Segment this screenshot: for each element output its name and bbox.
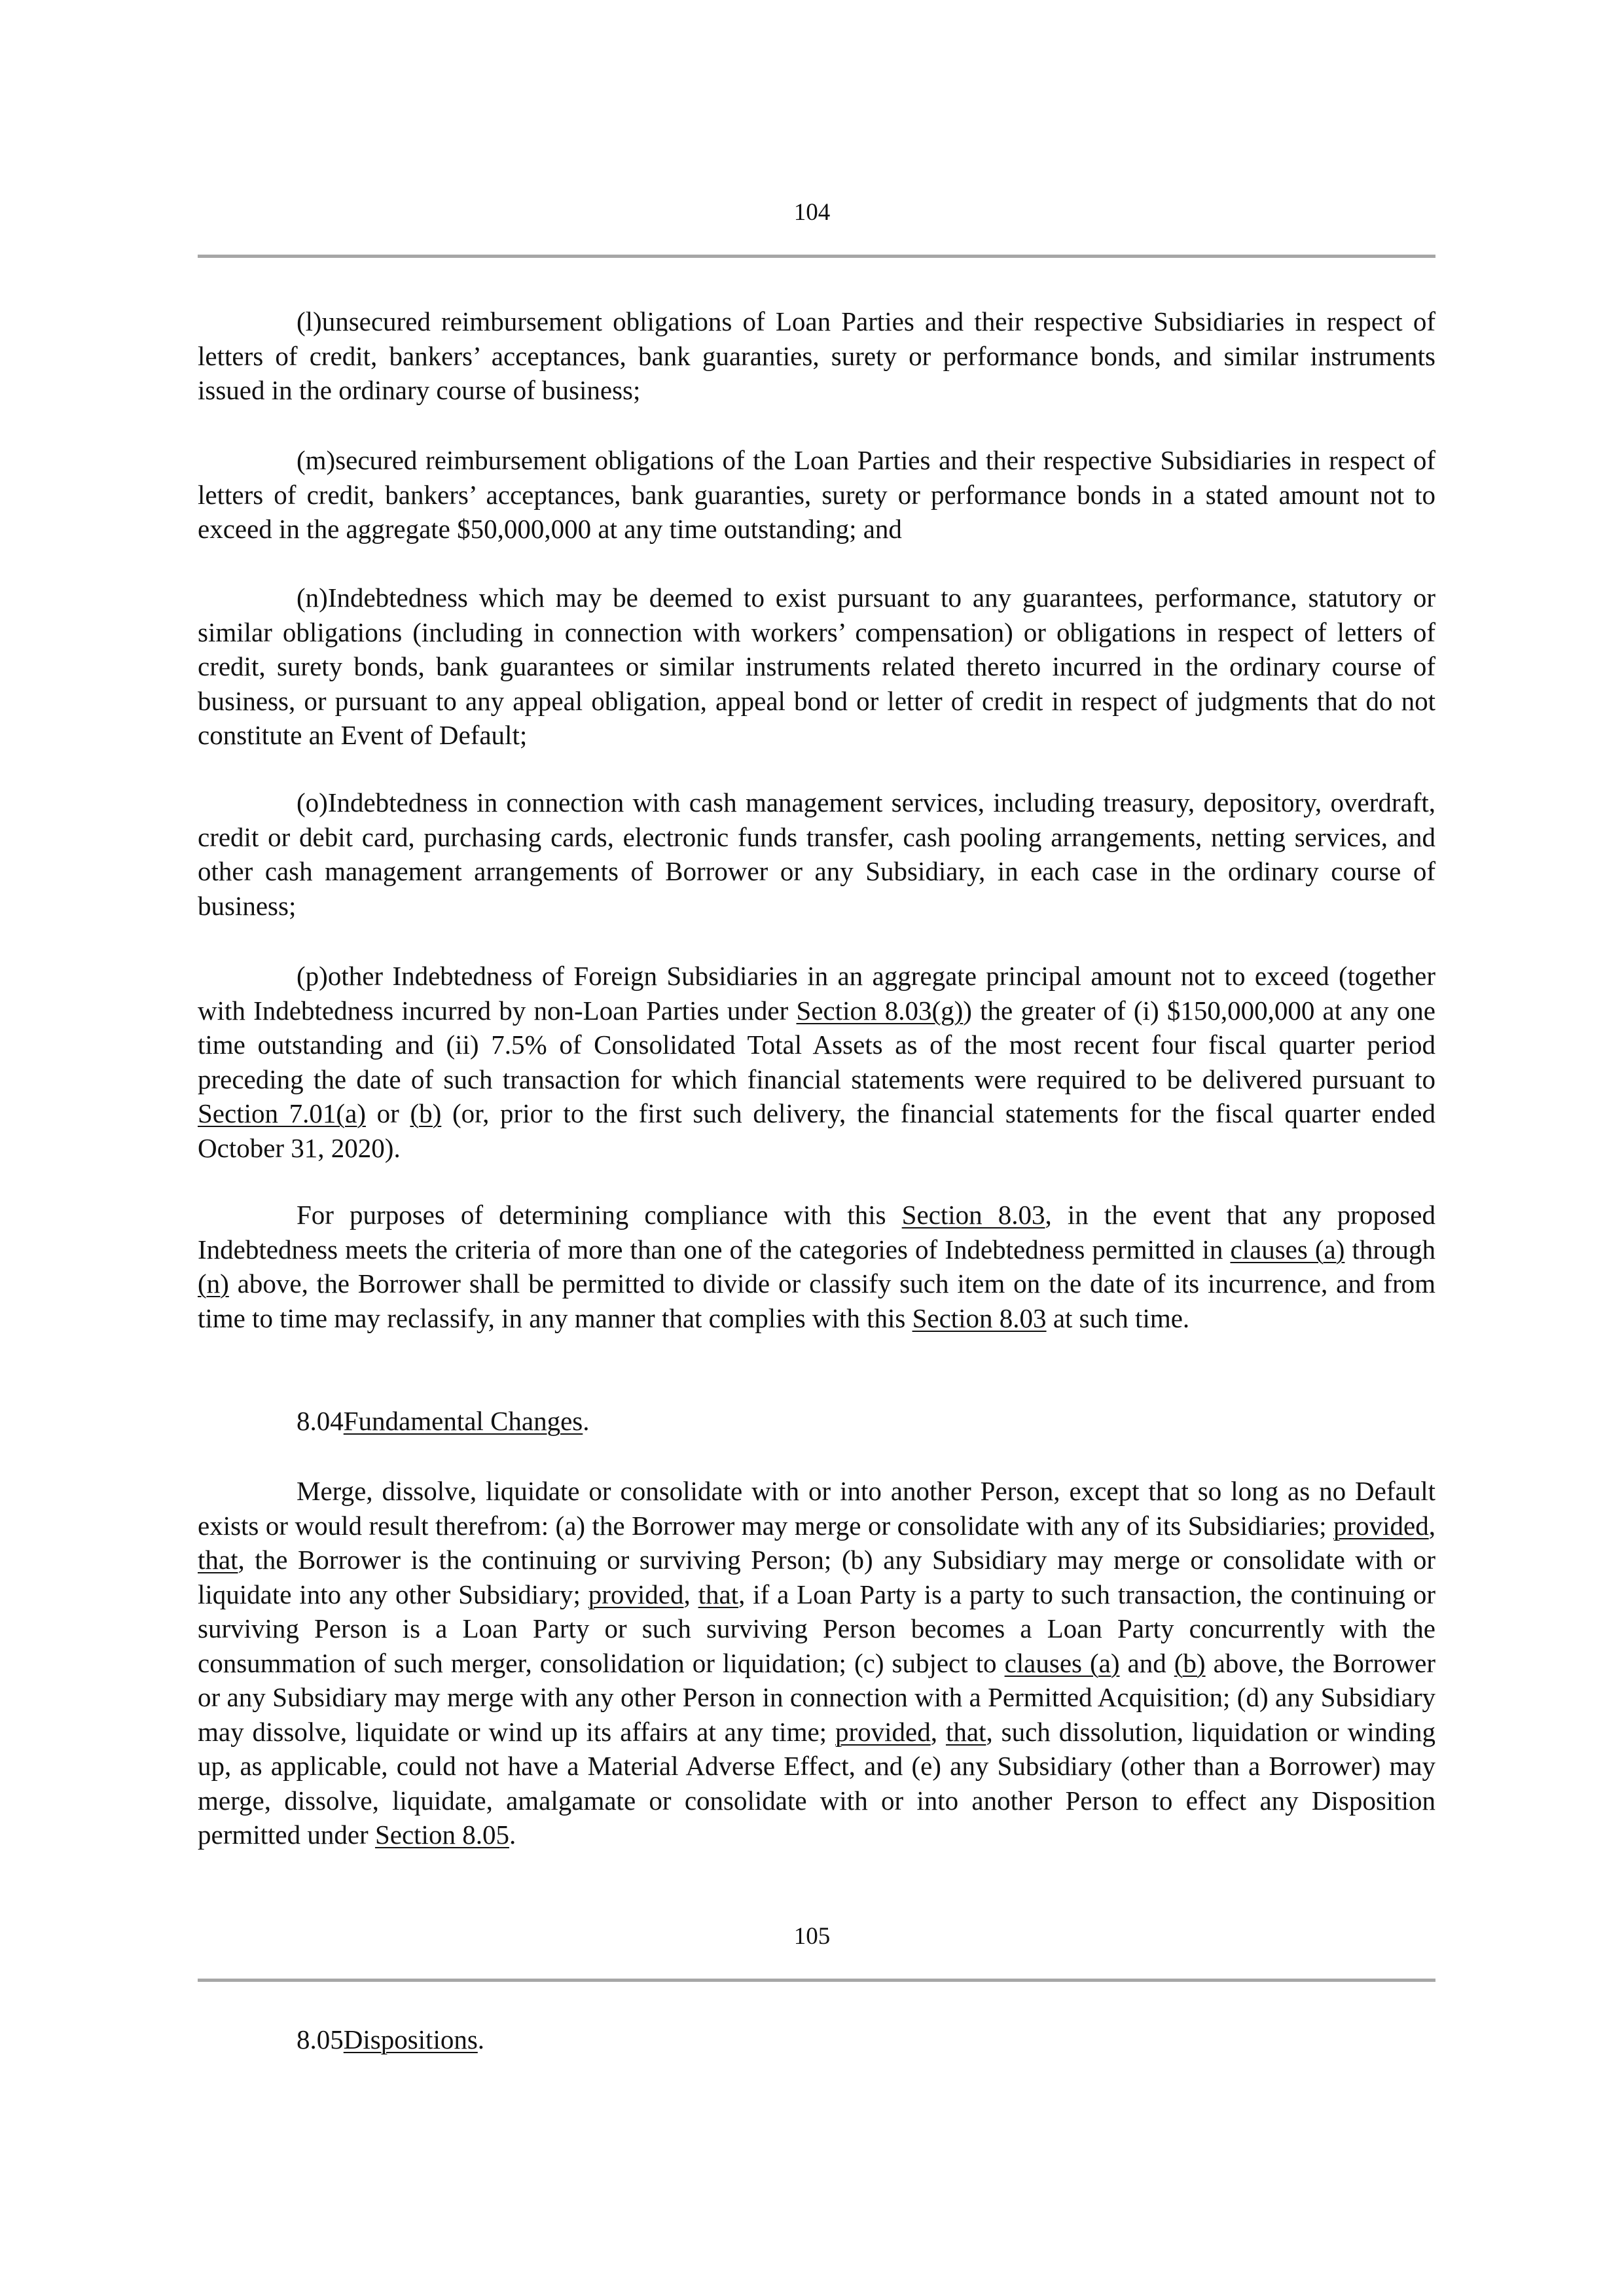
paragraph-text: For purposes of determining compliance with this	[297, 1200, 902, 1230]
clause-text: or	[365, 1098, 410, 1128]
clause-l	[198, 304, 1435, 408]
clause-text: Indebtedness in connection with cash management services, including treasury, depository, overdraft, credit or debit card, purchasing cards, electronic funds transfer, cash pooling arrangements, netting services, and other cash management arrangements of Borrower or any Subsidiary, in each case in the ordinary course of business;	[198, 787, 1435, 921]
section-reference: clauses (a)	[1004, 1647, 1120, 1678]
section-reference: (n)	[198, 1268, 229, 1299]
clause-text: other Indebtedness of Foreign Subsidiaries in an aggregate principal amount not to exceed (together with Indebtedness incurred by non-Loan Parties under	[198, 961, 1435, 1026]
paragraph-text: Merge, dissolve, liquidate or consolidate with or into another Person, except that so long as no Default exists or would result therefrom: (a) the Borrower may merge or consolidate with any of its Subsidiaries;	[198, 1476, 1435, 1541]
clause-text: ) the greater of (i) $150,000,000 at any one time outstanding and (ii) 7.5% of Consolidated Total Assets as of the most recent four fiscal quarter period preceding the date of such transaction for which financial statements were required to be delivered pursuant to	[198, 995, 1436, 1094]
clause-o	[198, 785, 1435, 923]
page-number-104: 104	[793, 199, 831, 226]
section-title: Dispositions	[343, 2024, 478, 2054]
section-reference: Section 7.01(a)	[198, 1098, 366, 1128]
defined-term: that	[945, 1716, 986, 1747]
clause-text: unsecured reimbursement obligations of Loan Parties and their respective Subsidiaries in respect of letters of credit, bankers’ acceptances, bank guaranties, surety or performance bonds, and similar instruments issued in the ordinary course of business;	[198, 306, 1435, 405]
clause-label: (o)	[297, 787, 328, 817]
section-reference: Section 8.03(g)	[796, 995, 964, 1026]
section-heading-8-04	[297, 1404, 1435, 1439]
defined-term: provided	[1333, 1510, 1429, 1541]
clause-p	[198, 959, 1435, 1165]
clause-label: (m)	[297, 445, 336, 475]
clause-text: (or, prior to the first such delivery, the financial statements for the fiscal quarter ended October 31, 2020).	[198, 1098, 1435, 1163]
clause-text: secured reimbursement obligations of the Loan Parties and their respective Subsidiaries in respect of letters of credit, bankers’ acceptances, bank guaranties, surety or performance bonds in a stated amount not to exceed in the aggregate $50,000,000 at any time outstanding; and	[198, 445, 1435, 544]
section-number: 8.05	[297, 2024, 344, 2054]
paragraph-text: , the Borrower is the continuing or surviving Person; (b) any Subsidiary may merge or consolidate with or liquidate into any other Subsidiary;	[198, 1545, 1435, 1609]
paragraph-text: .	[509, 1820, 516, 1850]
section-reference: Section 8.03	[901, 1200, 1045, 1230]
paragraph-text: ,	[930, 1716, 946, 1747]
clause-m	[198, 443, 1435, 547]
paragraph-text: and	[1119, 1647, 1174, 1678]
clause-n	[198, 581, 1435, 753]
defined-term: that	[198, 1545, 238, 1575]
section-heading-8-05	[297, 2022, 1435, 2057]
paragraph-text: , if a Loan Party is a party to such transaction, the continuing or surviving Person is a Loan Party or such surviving Person becomes a Loan Party concurrently with the consummation of such merger, consolidation or liquidation; (c) subject to	[198, 1579, 1436, 1678]
paragraph-text: above, the Borrower or any Subsidiary may merge with any other Person in connection with a Permitted Acquisition; (d) any Subsidiary may dissolve, liquidate or wind up its affairs at any time;	[198, 1647, 1435, 1747]
section-reference: (b)	[1174, 1647, 1206, 1678]
paragraph-text: at such time.	[1046, 1302, 1190, 1333]
paragraph-text: ,	[683, 1579, 698, 1609]
paragraph-text: , in the event that any proposed Indebtedness meets the criteria of more than one of the categories of Indebtedness permitted in	[198, 1200, 1436, 1265]
defined-term: provided	[835, 1716, 931, 1747]
page-divider-top	[198, 255, 1435, 258]
paragraph-text: , such dissolution, liquidation or winding up, as applicable, could not have a Material Adverse Effect, and (e) any Subsidiary (other than a Borrower) may merge, dissolve, liquidate, amalgamate or consolidate with or into another Person to effect any Disposition permitted under	[198, 1716, 1436, 1850]
page-number-105: 105	[793, 1923, 831, 1950]
clause-text: Indebtedness which may be deemed to exist pursuant to any guarantees, performance, statutory or similar obligations (including in connection with workers’ compensation) or obligations in respect of letters of credit, surety bonds, bank guarantees or similar instruments related thereto incurred in the ordinary course of business, or pursuant to any appeal obligation, appeal bond or letter of credit in respect of judgments that do not constitute an Event of Default;	[198, 583, 1435, 750]
clause-label: (n)	[297, 583, 328, 613]
page-divider-bottom	[198, 1979, 1435, 1982]
fundamental-changes-paragraph	[198, 1474, 1435, 1852]
section-period: .	[583, 1406, 590, 1436]
clause-label: (l)	[297, 306, 322, 336]
paragraph-text: through	[1344, 1234, 1435, 1265]
paragraph-text: ,	[1428, 1510, 1435, 1541]
defined-term: provided	[588, 1579, 684, 1609]
section-period: .	[477, 2024, 485, 2054]
section-reference: Section 8.03	[912, 1302, 1047, 1333]
paragraph-text: above, the Borrower shall be permitted to divide or classify such item on the date of its incurrence, and from time to time may reclassify, in any manner that complies with this	[198, 1268, 1435, 1333]
section-reference: Section 8.05	[374, 1820, 509, 1850]
section-reference: (b)	[410, 1098, 442, 1128]
section-reference: clauses (a)	[1230, 1234, 1345, 1265]
section-title: Fundamental Changes	[343, 1406, 583, 1436]
classification-paragraph	[198, 1198, 1435, 1335]
defined-term: that	[698, 1579, 739, 1609]
section-number: 8.04	[297, 1406, 344, 1436]
clause-label: (p)	[297, 961, 328, 991]
